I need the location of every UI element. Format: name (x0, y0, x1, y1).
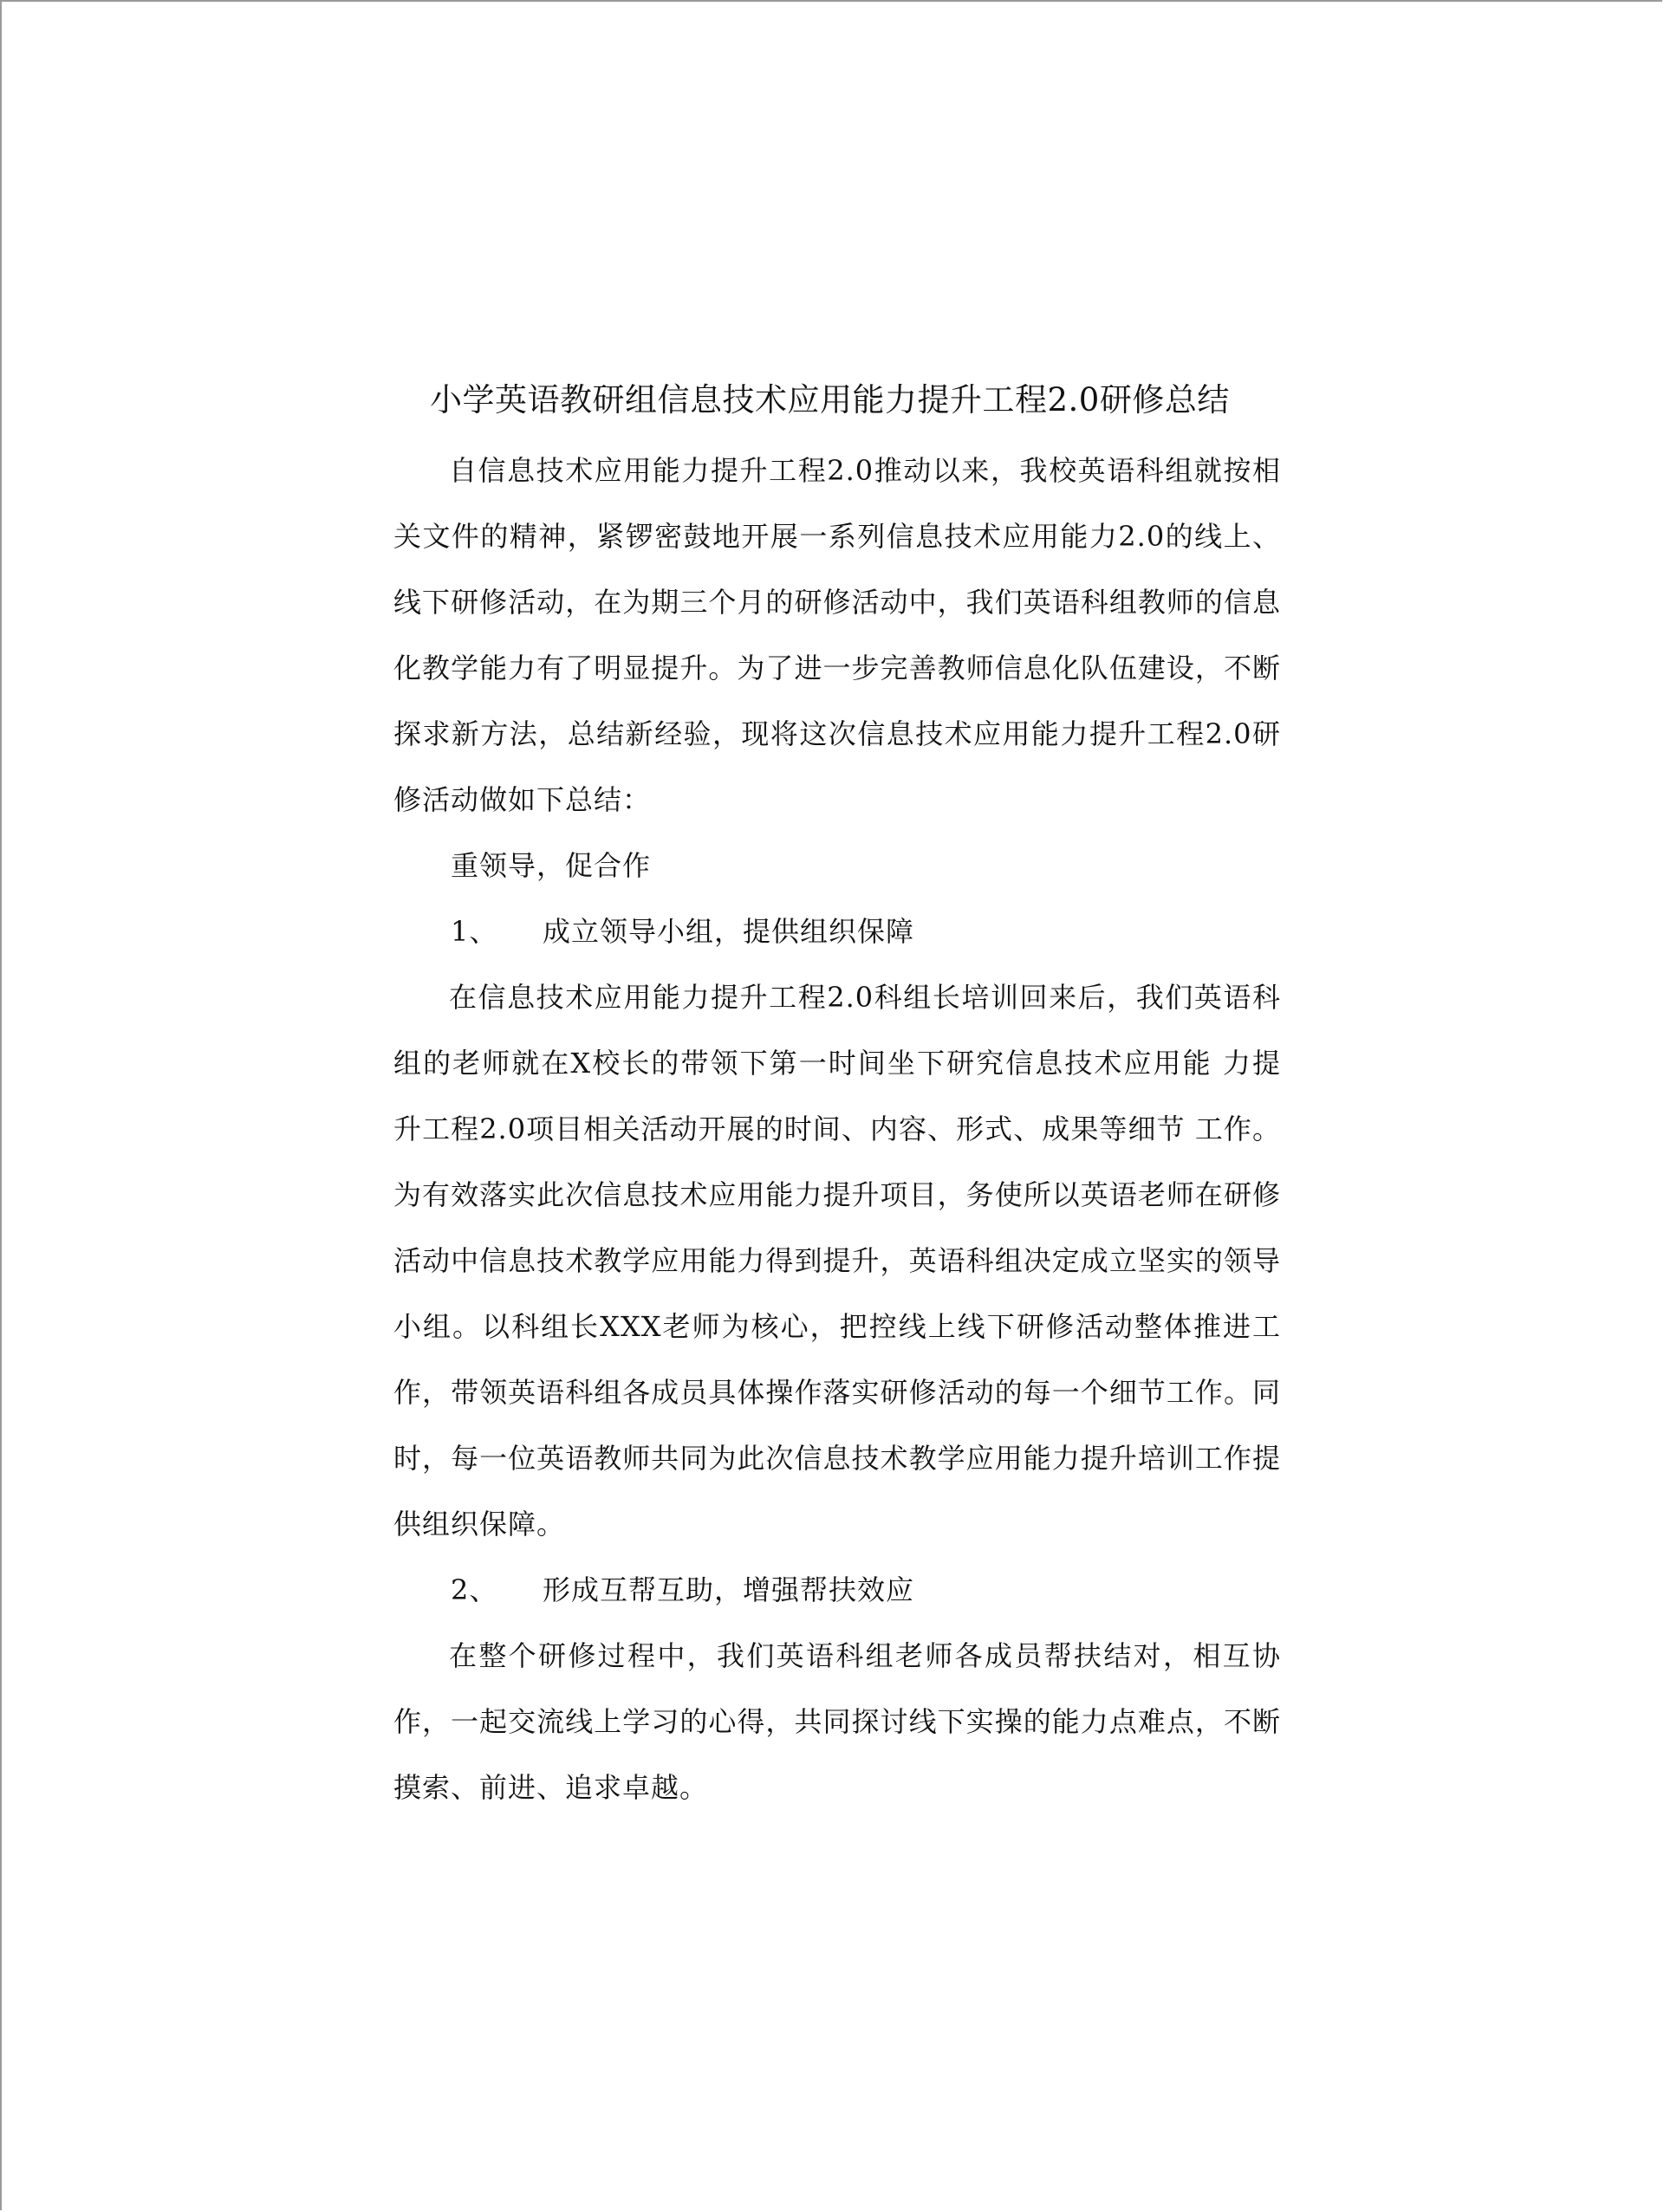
document-body (393, 438, 1281, 1820)
item-2-number: 2、 (451, 1573, 498, 1606)
numbered-item-2 (393, 1557, 1281, 1623)
item-1-paragraph: 在信息技术应用能力提升工程2.0科组长培训回来后，我们英语科组的老师就在X校长的带领下第一时间坐下研究信息技术应用能 力提升工程2.0项目相关活动开展的时间、内容、形式、成果等细节 工作。为有效落实此次信息技术应用能力提升项目，务使所以英语老师在研修活动中信息技术教学应用能力得到提升，英语科组决定成立坚实的领导小组。以科组长XXX老师为核心，把控线上线下研修活动整体推进工作，带领英语科组各成员具体操作落实研修活动的每一个细节工作。同时，每一位英语教师共同为此次信息技术教学应用能力提升培训工作提供组织保障。 (393, 981, 1281, 1541)
item-2-label: 形成互帮互助，增强帮扶效应 (543, 1573, 915, 1606)
item-1-number: 1、 (451, 915, 498, 948)
intro-paragraph: 自信息技术应用能力提升工程2.0推动以来，我校英语科组就按相关文件的精神，紧锣密鼓地开展一系列信息技术应用能力2.0的线上、线下研修活动，在为期三个月的研修活动中，我们英语科组教师的信息化教学能力有了明显提升。为了进一步完善教师信息化队伍建设，不断探求新方法，总结新经验，现将这次信息技术应用能力提升工程2.0研修活动做如下总结： (393, 454, 1281, 816)
section-heading: 重领导，促合作 (451, 849, 652, 882)
numbered-item-1 (393, 898, 1281, 964)
document-title: 小学英语教研组信息技术应用能力提升工程2.0研修总结 (430, 381, 1230, 418)
item-1-label: 成立领导小组，提供组织保障 (543, 915, 915, 948)
item-2-paragraph: 在整个研修过程中，我们英语科组老师各成员帮扶结对，相互协作，一起交流线上学习的心得，共同探讨线下实操的能力点难点，不断摸索、前进、追求卓越。 (393, 1639, 1281, 1804)
